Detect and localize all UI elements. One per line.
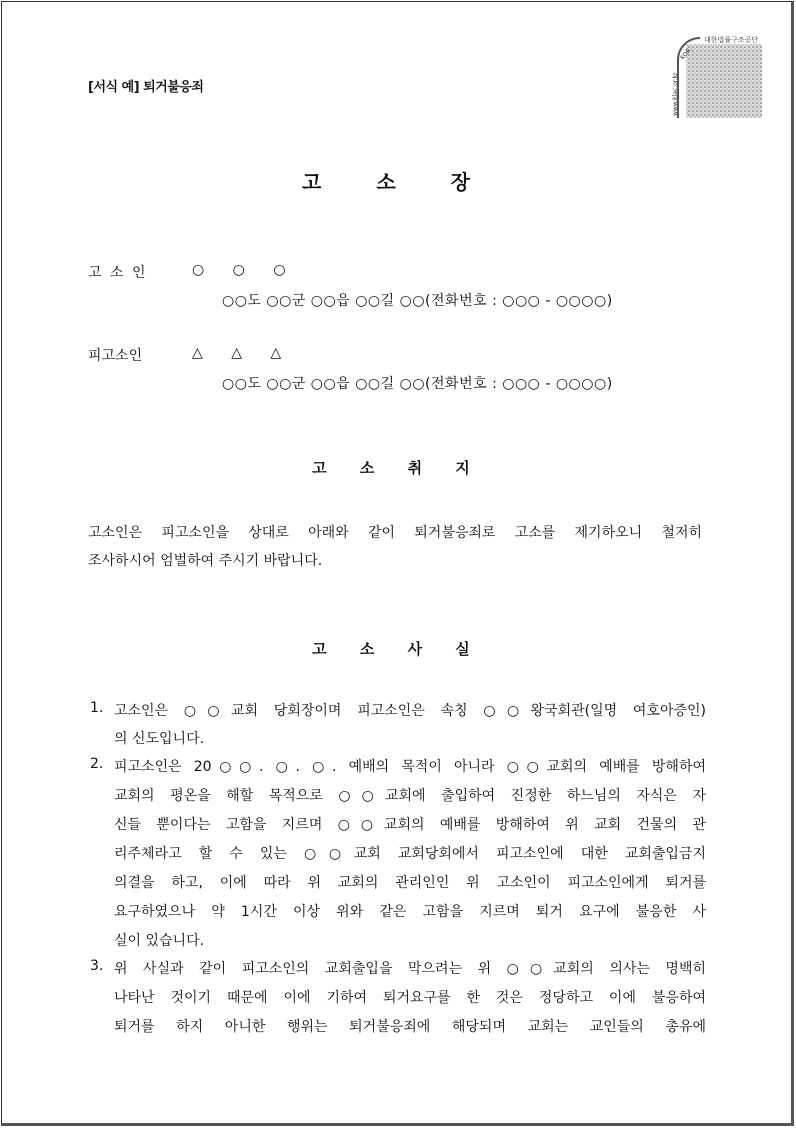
klac-stamp-logo — [672, 30, 764, 120]
purpose-heading: 고 소 취 지 — [312, 459, 484, 477]
fact-line: 의 신도입니다. — [114, 731, 205, 747]
defendant-label: 피고소인 — [88, 348, 143, 364]
fact-line: 교회의 평온을 해할 목적으로 ○○교회에 출입하여 진정한 하느님의 자식은 자 — [114, 788, 706, 804]
svg-text:대한법률구조공단: 대한법률구조공단 — [704, 36, 759, 44]
fact-line: 퇴거를 하지 아니한 행위는 퇴거불응죄에 해당되며 교회는 교인들의 총유에 — [114, 1019, 706, 1035]
fact-line: 리주체라고 할 수 있는 ○○교회 교회당회에서 피고소인에 대한 교회출입금지 — [114, 846, 706, 862]
item-number: 1. — [90, 700, 104, 716]
item-number: 3. — [90, 958, 104, 974]
item-number: 2. — [90, 756, 104, 772]
fact-line: 신들 뿐이다는 고함을 지르며 ○○교회의 예배를 방해하여 위 교회 건물의 관 — [114, 817, 706, 833]
fact-line: 나타난 것이기 때문에 이에 기하여 퇴거요구를 한 것은 정당하고 이에 불응하여 — [114, 990, 706, 1006]
complainant-label: 고 소 인 — [88, 265, 148, 281]
purpose-line: 조사하시어 엄벌하여 주시기 바랍니다. — [88, 553, 323, 569]
svg-text:www.klac.or.kr: www.klac.or.kr — [672, 72, 679, 116]
fact-line: 실이 있습니다. — [114, 933, 205, 949]
defendant-name: △ △ △ — [192, 345, 294, 361]
purpose-line: 고소인은 피고소인을 상대로 아래와 같이 퇴거불응죄로 고소를 제기하오니 철저히 — [88, 525, 702, 541]
fact-line: 의결을 하고, 이에 따라 위 교회의 관리인인 위 고소인이 피고소인에게 퇴거를 — [114, 875, 706, 891]
fact-line: 피고소인은 20○○. ○. ○. 예배의 목적이 아니라 ○○교회의 예배를 방해하여 — [114, 759, 706, 775]
fact-line: 위 사실과 같이 피고소인의 교회출입을 막으려는 위 ○○교회의 의사는 명백히 — [114, 961, 706, 977]
defendant-address: ○○도 ○○군 ○○읍 ○○길 ○○(전화번호 : ○○○ - ○○○○) — [222, 376, 613, 392]
fact-line: 요구하였으나 약 1시간 이상 위와 같은 고함을 지르며 퇴거 요구에 불응한 사 — [114, 904, 706, 920]
form-label: [서식 예] 퇴거불응죄 — [88, 80, 204, 95]
complainant-name: ○ ○ ○ — [192, 262, 298, 278]
fact-line: 고소인은 ○○교회 당회장이며 피고소인은 속칭 ○○왕국회관(일명 여호아증인) — [114, 703, 706, 719]
svg-text:KOR: KOR — [679, 47, 693, 62]
facts-heading: 고 소 사 실 — [312, 640, 484, 658]
complainant-address: ○○도 ○○군 ○○읍 ○○길 ○○(전화번호 : ○○○ - ○○○○) — [222, 293, 613, 309]
document-title: 고 소 장 — [302, 170, 494, 194]
